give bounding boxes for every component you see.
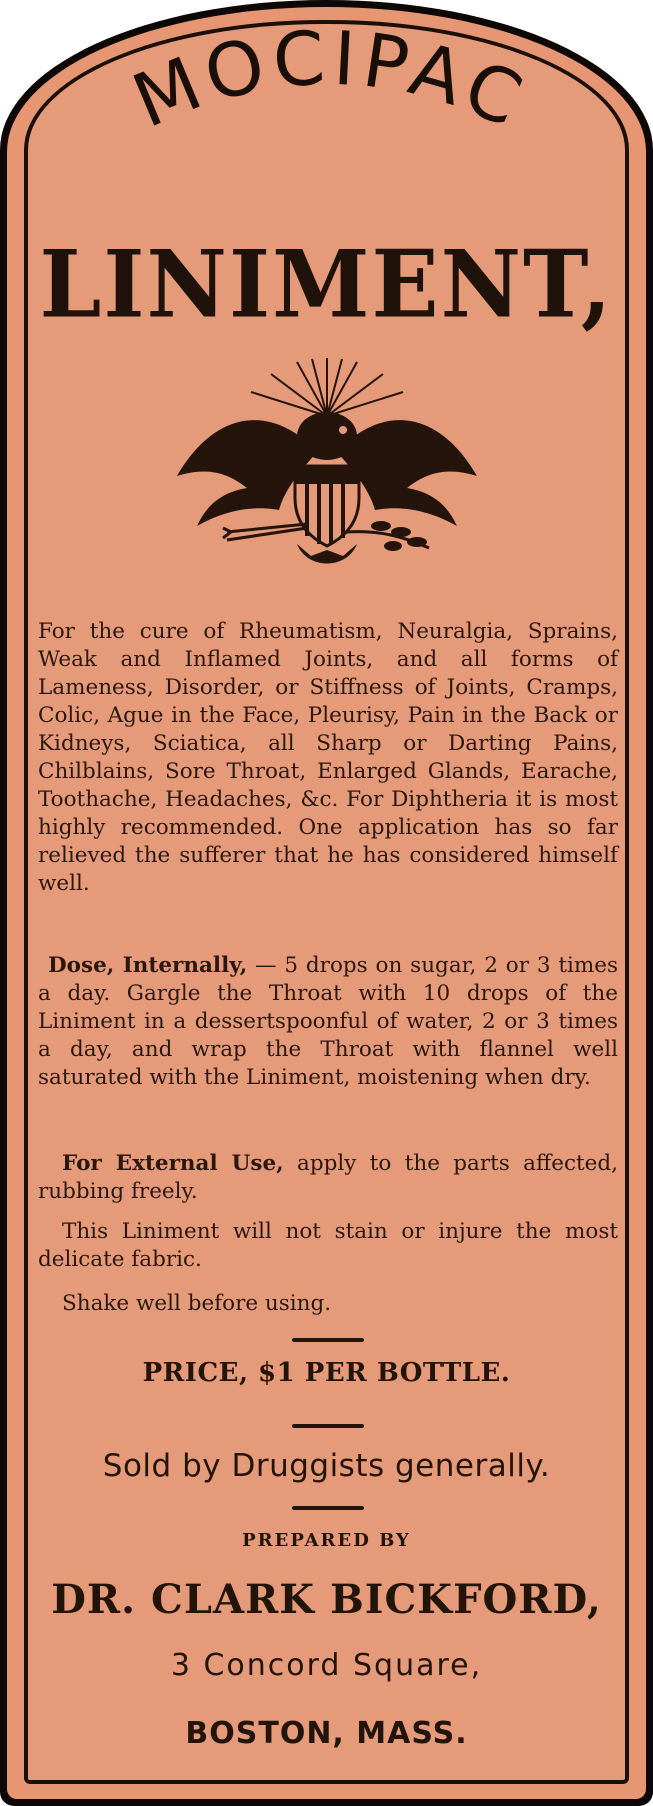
street-address: 3 Concord Square, (170, 1648, 483, 1683)
city-line: BOSTON, MASS. (185, 1716, 468, 1751)
shake-notice: Shake well before using. (62, 1291, 332, 1316)
dose-instructions: — 5 drops on sugar, 2 or 3 times a day. Gargle the Throat with 10 drops of the Liniment in a dessertspoonful of water, 2 or 3 times a day, and wrap the Throat with flannel well saturated with the Liniment, moistening when dry. (38, 953, 618, 1090)
price-line: PRICE, $1 PER BOTTLE. (142, 1358, 511, 1388)
svg-text:MOCIPAC (121, 15, 539, 146)
product-title: LINIMENT, (39, 229, 614, 339)
description-paragraph: For the cure of Rheumatism, Neuralgia, Sprains, Weak and Inflamed Joints, and all forms of Lameness, Disorder, or Stiffness of Joints, Cramps, Colic, Ague in the Face, Pleurisy, Pain in the Back or Kidneys, Sciatica, all Sharp or Darting Pains, Chilblains, Sore Throat, Enlarged Glands, Earache, Toothache, Headaches, &c. For Diphtheria it is most highly recommended. One application has so far relieved the sufferer that he has considered himself well. (38, 619, 618, 896)
divider-rule (292, 1506, 364, 1510)
doctor-name: DR. CLARK BICKFORD, (51, 1576, 602, 1623)
brand-name: MOCIPAC (121, 15, 539, 147)
dose-paragraph (38, 952, 618, 1092)
sold-by-line: Sold by Druggists generally. (102, 1448, 551, 1484)
divider-rule (292, 1338, 364, 1342)
brand-arc (0, 0, 653, 260)
eagle-emblem-icon (167, 356, 487, 596)
stain-notice: This Liniment will not stain or injure the most delicate fabric. (38, 1219, 618, 1272)
external-use-instructions: apply to the parts affected, rubbing freely. (38, 1151, 618, 1204)
external-use-heading: For External Use, (62, 1151, 284, 1176)
dose-heading: Dose, Internally, (48, 953, 248, 978)
prepared-by-line: PREPARED BY (242, 1530, 411, 1551)
external-use-paragraph (38, 1150, 618, 1206)
divider-rule (292, 1424, 364, 1428)
